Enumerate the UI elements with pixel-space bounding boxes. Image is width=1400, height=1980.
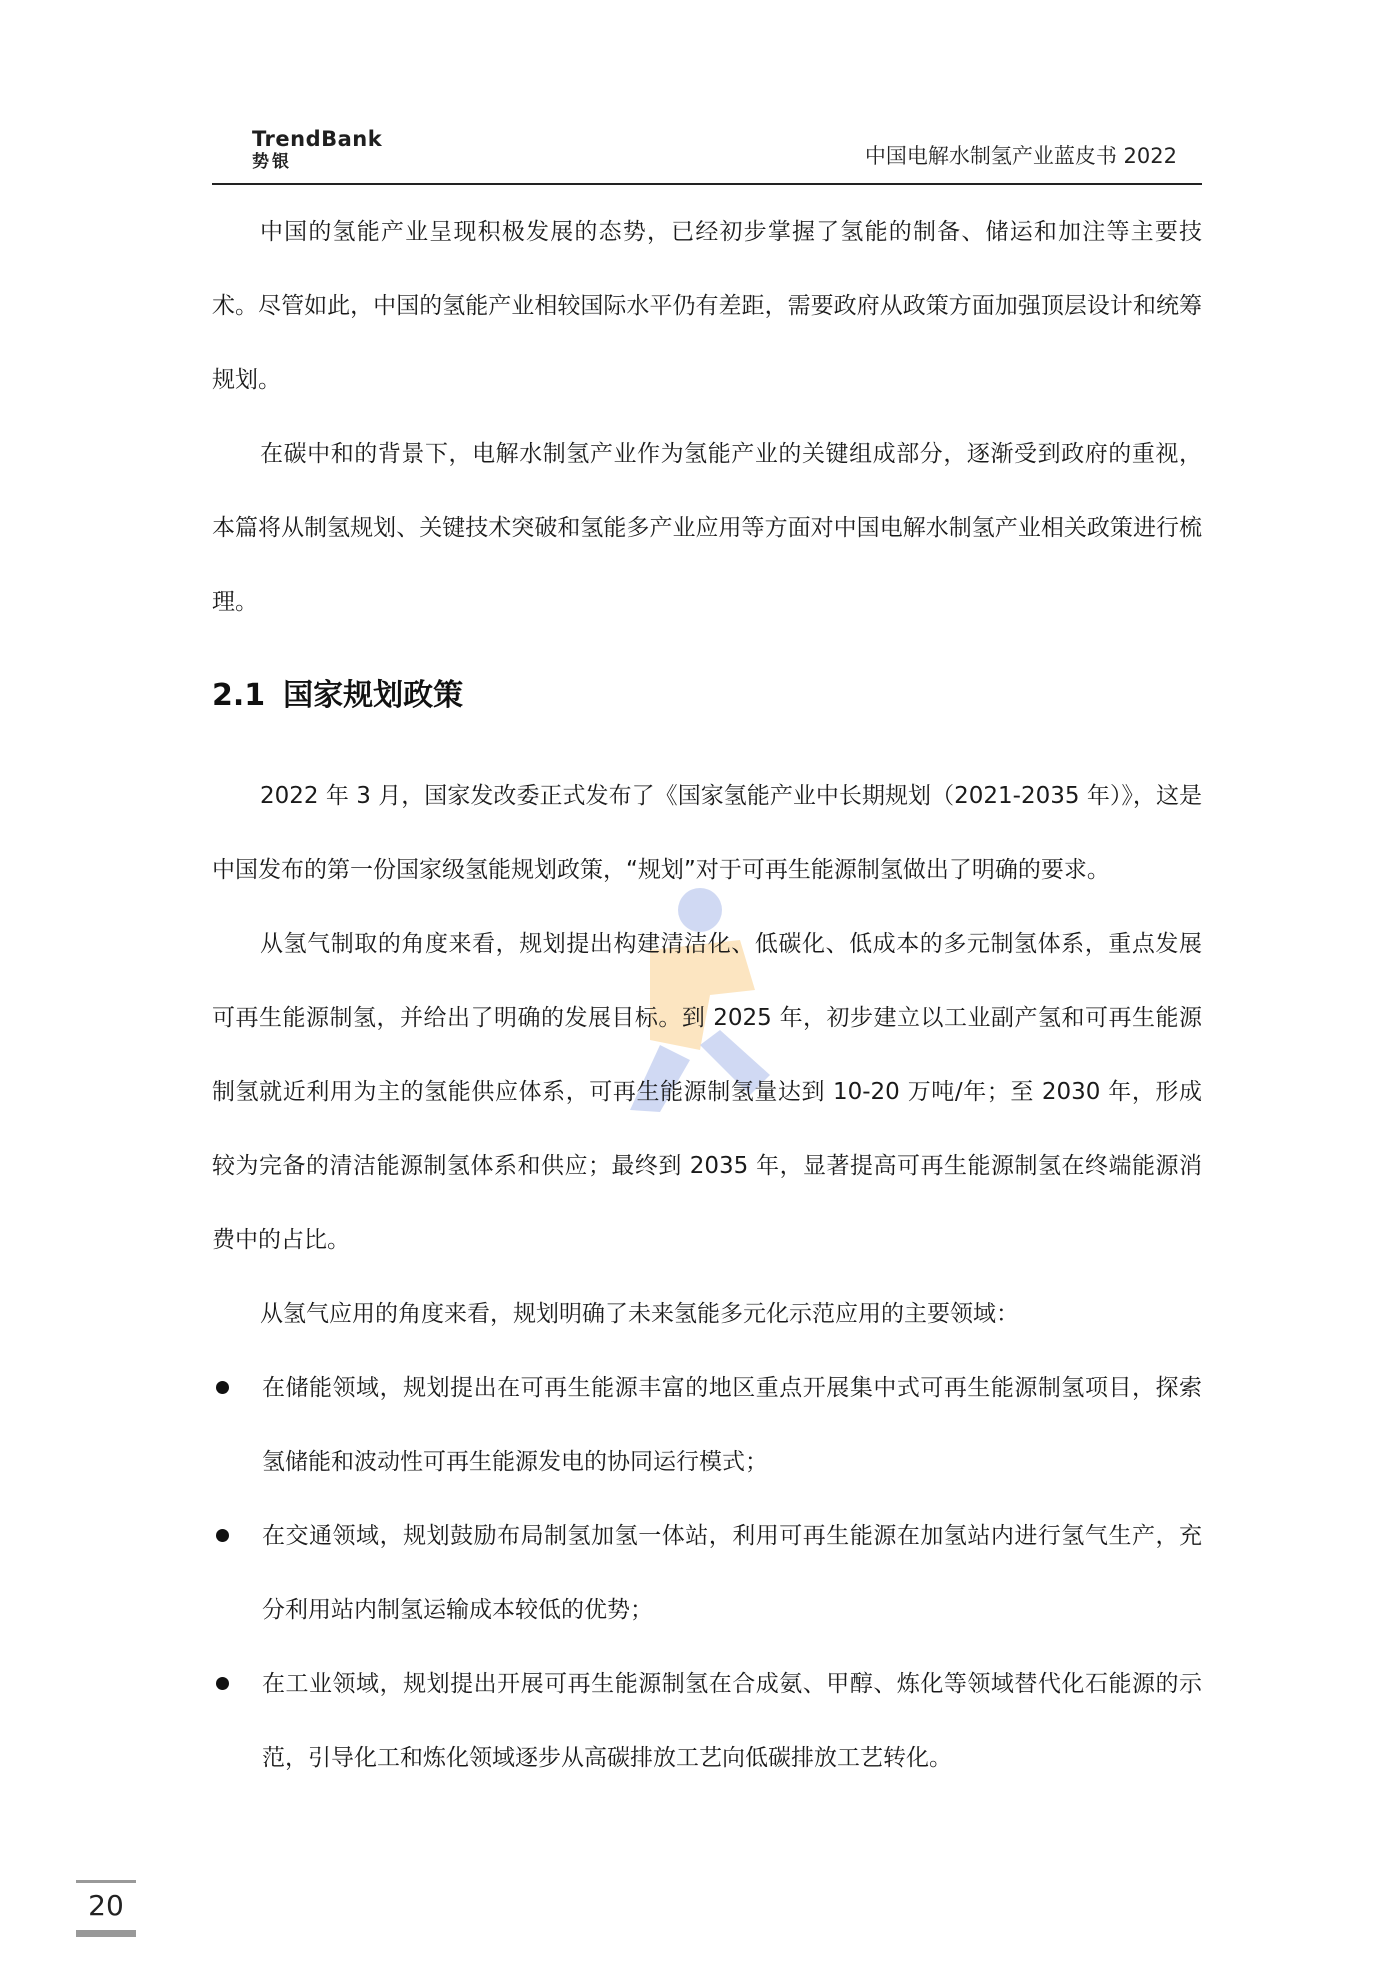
intro-paragraph-2: 在碳中和的背景下，电解水制氢产业作为氢能产业的关键组成部分，逐渐受到政府的重视，本篇将从制氢规划、关键技术突破和氢能多产业应用等方面对中国电解水制氢产业相关政策进行梳理。 bbox=[212, 441, 1202, 615]
bullet-dot-icon bbox=[216, 1381, 229, 1394]
page-number-rule-bottom bbox=[76, 1930, 136, 1937]
logo-chinese: 势银 bbox=[252, 152, 292, 172]
section-paragraph-1: 2022 年 3 月，国家发改委正式发布了《国家氢能产业中长期规划（2021-2035 年）》，这是中国发布的第一份国家级氢能规划政策，“规划”对于可再生能源制氢做出了明确的要求。 bbox=[212, 783, 1202, 883]
bullet-dot-icon bbox=[216, 1529, 229, 1542]
section-heading bbox=[212, 665, 1202, 727]
header-divider bbox=[212, 183, 1202, 185]
section-title: 国家规划政策 bbox=[283, 678, 464, 713]
page-number-rule-top bbox=[76, 1880, 136, 1883]
application-list bbox=[212, 1351, 1202, 1795]
section-paragraph-3: 从氢气应用的角度来看，规划明确了未来氢能多元化示范应用的主要领域： bbox=[260, 1301, 1019, 1327]
trendbank-logo bbox=[252, 127, 382, 173]
bullet-dot-icon bbox=[216, 1677, 229, 1690]
section-number: 2.1 bbox=[212, 678, 266, 713]
list-item bbox=[212, 1647, 1202, 1795]
section-paragraph-2: 从氢气制取的角度来看，规划提出构建清洁化、低碳化、低成本的多元制氢体系，重点发展可再生能源制氢，并给出了明确的发展目标。到 2025 年，初步建立以工业副产氢和可再生能源制氢就近利用为主的氢能供应体系，可再生能源制氢量达到 10-20 万吨/年；至 2030 年，形成较为完备的清洁能源制氢体系和供应；最终到 2035 年，显著提高可再生能源制氢在终端能源消费中的占比。 bbox=[212, 931, 1202, 1253]
page-number: 20 bbox=[88, 1889, 124, 1922]
list-item-text: 在储能领域，规划提出在可再生能源丰富的地区重点开展集中式可再生能源制氢项目，探索氢储能和波动性可再生能源发电的协同运行模式； bbox=[262, 1375, 1202, 1475]
logo-english: TrendBank bbox=[252, 127, 383, 151]
list-item-text: 在工业领域，规划提出开展可再生能源制氢在合成氨、甲醇、炼化等领域替代化石能源的示范，引导化工和炼化领域逐步从高碳排放工艺向低碳排放工艺转化。 bbox=[262, 1671, 1202, 1771]
page-content bbox=[212, 195, 1202, 1795]
intro-paragraph-1: 中国的氢能产业呈现积极发展的态势，已经初步掌握了氢能的制备、储运和加注等主要技术。尽管如此，中国的氢能产业相较国际水平仍有差距，需要政府从政策方面加强顶层设计和统筹规划。 bbox=[212, 219, 1202, 393]
document-title: 中国电解水制氢产业蓝皮书 2022 bbox=[864, 144, 1177, 168]
list-item-text: 在交通领域，规划鼓励布局制氢加氢一体站，利用可再生能源在加氢站内进行氢气生产，充分利用站内制氢运输成本较低的优势； bbox=[262, 1523, 1202, 1623]
list-item bbox=[212, 1351, 1202, 1499]
list-item bbox=[212, 1499, 1202, 1647]
